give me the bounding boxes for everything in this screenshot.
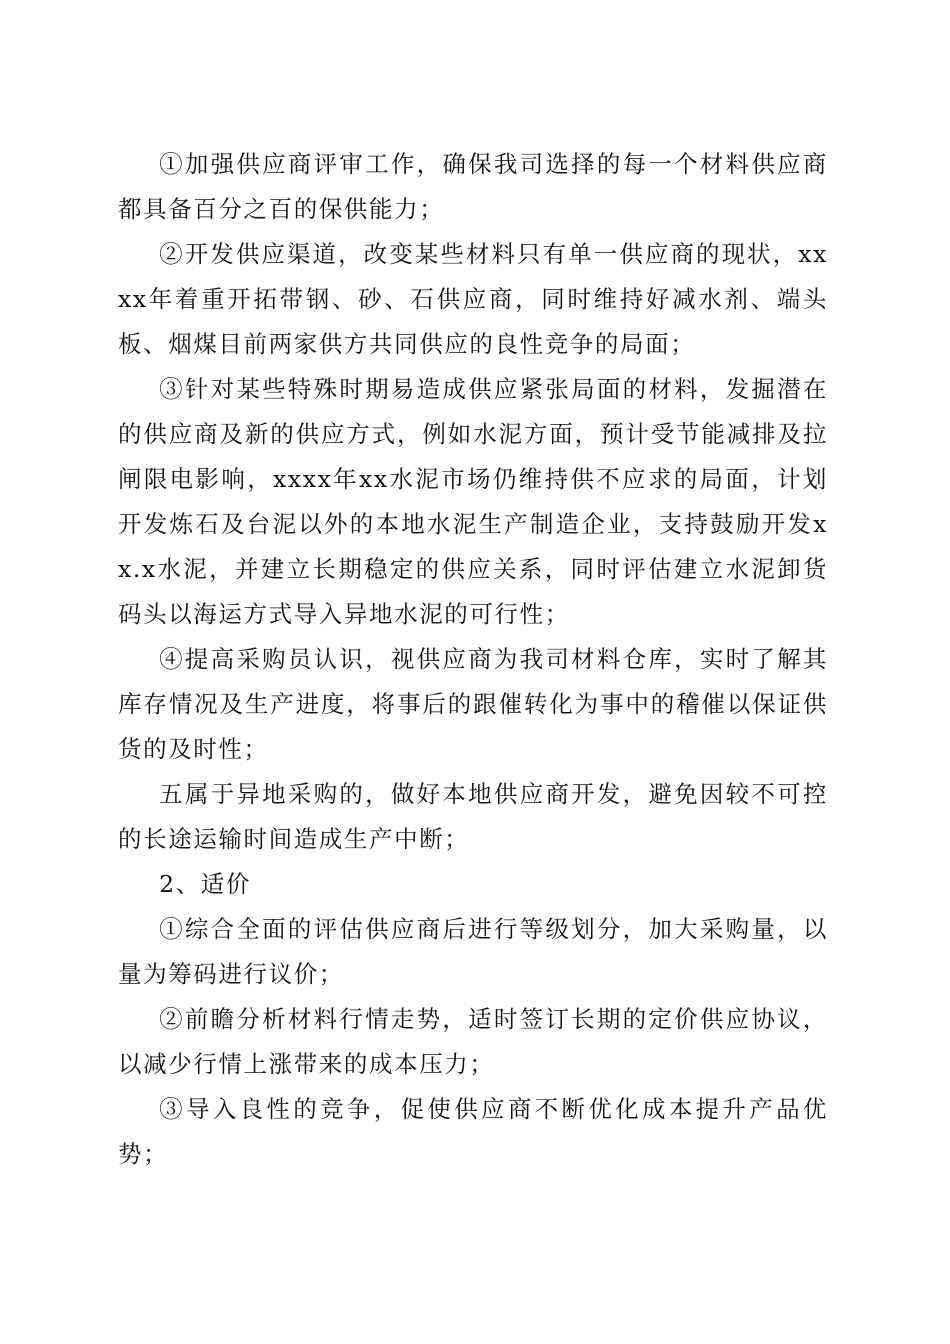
paragraph-market-trend-analysis: ②前瞻分析材料行情走势，适时签订长期的定价供应协议，以减少行情上涨带来的成本压力； [118,1005,828,1078]
paragraph-develop-supply-channels: ②开发供应渠道，改变某些材料只有单一供应商的现状，xxxx年着重开拓带钢、砂、石供应商，同时维持好减水剂、端头板、烟煤目前两家供方共同供应的良性竞争的局面； [118,240,828,358]
paragraph-supplier-grading: ①综合全面的评估供应商后进行等级划分，加大采购量，以量为筹码进行议价； [118,915,828,988]
paragraph-strengthen-supplier-review: ①加强供应商评审工作，确保我司选择的每一个材料供应商都具备百分之百的保供能力； [118,150,828,223]
paragraph-buyer-awareness: ④提高采购员认识，视供应商为我司材料仓库，实时了解其库存情况及生产进度，将事后的跟催转化为事中的稽催以保证供货的及时性； [118,645,828,763]
paragraph-special-period-materials: ③针对某些特殊时期易造成供应紧张局面的材料，发掘潜在的供应商及新的供应方式，例如水泥方面，预计受节能减排及拉闸限电影响，xxxx年xx水泥市场仍维持供不应求的局面，计划开发炼石及台泥以外的本地水泥生产制造企业，支持鼓励开发xx.x水泥，并建立长期稳定的供应关系，同时评估建立水泥卸货码头以海运方式导入异地水泥的可行性； [118,375,828,628]
section-heading-reasonable-price: 2、适价 [159,870,251,898]
document-body [118,142,828,1177]
paragraph-remote-procurement: 五属于异地采购的，做好本地供应商开发，避免因较不可控的长途运输时间造成生产中断； [118,780,828,853]
paragraph-healthy-competition: ③导入良性的竞争，促使供应商不断优化成本提升产品优势； [118,1095,828,1168]
